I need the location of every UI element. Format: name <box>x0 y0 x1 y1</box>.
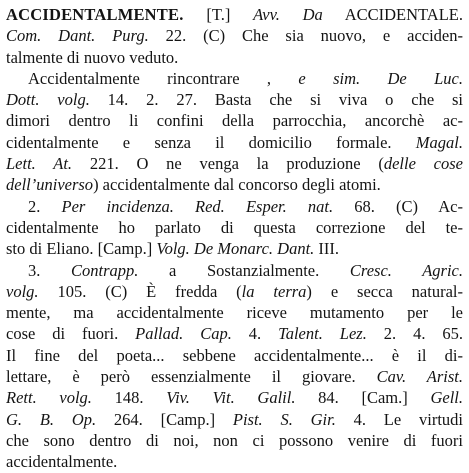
text-line <box>6 260 463 281</box>
text-segment: ) accidentalmente dal concorso degli atomi. <box>93 175 381 195</box>
text-segment: 264. [Camp.] <box>96 409 233 429</box>
italic-citation: Com. Dant. Purg. <box>6 26 149 46</box>
text-segment: 68. (C) Ac- <box>333 196 463 216</box>
text-segment: 3. <box>28 260 72 280</box>
text-segment: cidentalmente e senza il domicilio formale. <box>6 132 416 152</box>
text-line <box>6 217 463 238</box>
text-segment: ) e secca natural- <box>306 281 463 301</box>
text-line <box>6 430 463 451</box>
dictionary-entry <box>6 4 463 473</box>
text-segment: 2. <box>28 196 62 216</box>
text-segment: 105. (C) È fredda ( <box>38 281 242 301</box>
text-segment: 221. O ne venga la produzione ( <box>72 154 384 174</box>
italic-citation: Cav. Arist. <box>376 367 463 387</box>
text-line <box>6 47 463 68</box>
text-line <box>6 4 463 25</box>
text-segment: talmente di nuovo veduto. <box>6 47 179 67</box>
text-segment: 22. (C) Che sia nuovo, e acciden- <box>148 26 463 46</box>
italic-citation: Avv. Da <box>253 5 323 24</box>
italic-citation: Contrapp. <box>71 260 139 280</box>
italic-citation: Dott. volg. <box>6 90 90 110</box>
italic-citation: Magal. <box>415 132 463 152</box>
italic-citation: volg. <box>6 281 39 301</box>
text-segment: mente, ma accidentalmente riceve mutamento per le <box>6 303 463 323</box>
text-line <box>6 25 463 46</box>
text-line <box>6 409 463 430</box>
headword: ACCIDENTALMENTE. <box>6 5 184 24</box>
italic-citation: Per incidenza. Red. Esper. nat. <box>61 196 334 216</box>
text-line <box>6 68 463 89</box>
text-line <box>6 281 463 302</box>
text-segment: accidentalmente. <box>6 452 118 472</box>
italic-citation: Gell. <box>430 388 463 408</box>
text-segment: cidentalmente ho parlato di questa correzione del te- <box>6 217 463 237</box>
italic-citation: Lett. At. <box>6 154 73 174</box>
text-segment: 14. 2. 27. Basta che si viva o che si <box>89 90 463 110</box>
italic-citation: dell’universo <box>6 175 94 195</box>
text-line <box>6 451 463 472</box>
italic-citation: Rett. volg. <box>6 388 92 408</box>
text-line <box>6 153 463 174</box>
italic-citation: Talent. Lez. <box>278 324 367 344</box>
text-line <box>6 196 463 217</box>
italic-citation: delle cose <box>383 154 463 174</box>
text-segment: lettare, è però essenzialmente il giovare. <box>6 367 377 387</box>
text-segment: che sono dentro di noi, non ci possono venire di fuori <box>6 430 463 450</box>
italic-citation: Pallad. Cap. <box>135 324 232 344</box>
italic-citation: G. B. Op. <box>6 409 97 429</box>
text-segment: cose di fuori. <box>6 324 136 344</box>
text-line <box>6 110 463 131</box>
text-segment: [T.] <box>183 5 254 24</box>
italic-citation: Viv. Vit. Galil. <box>166 388 296 408</box>
text-line <box>6 387 463 408</box>
italic-citation: Pist. S. Gir. <box>232 409 336 429</box>
italic-citation: Volg. De Monarc. Dant. <box>156 239 315 259</box>
italic-citation: Cresc. Agric. <box>349 260 463 280</box>
text-segment: III. <box>314 239 340 259</box>
text-segment: 4. <box>231 324 279 344</box>
text-segment: ACCIDENTALE. <box>322 5 463 24</box>
text-segment: dimori dentro li confini della parrocchia, ancorchè ac- <box>6 111 463 131</box>
italic-citation: la terra <box>241 281 307 301</box>
text-line <box>6 238 463 259</box>
text-line <box>6 132 463 153</box>
text-segment: Il fine del poeta... sebbene accidentalmente... è il di- <box>6 345 463 365</box>
text-line <box>6 345 463 366</box>
text-segment: 2. 4. 65. <box>366 324 463 344</box>
text-line <box>6 302 463 323</box>
text-segment: a Sostanzialmente. <box>138 260 350 280</box>
text-line <box>6 89 463 110</box>
text-line <box>6 174 463 195</box>
text-segment: sto di Eliano. [Camp.] <box>6 239 157 259</box>
text-segment: Accidentalmente rincontrare , <box>28 68 299 88</box>
text-line <box>6 323 463 344</box>
text-segment: 148. <box>91 388 167 408</box>
text-line <box>6 366 463 387</box>
italic-citation: e sim. De Luc. <box>298 68 463 88</box>
text-segment: 84. [Cam.] <box>295 388 431 408</box>
text-segment: 4. Le virtudi <box>335 409 463 429</box>
